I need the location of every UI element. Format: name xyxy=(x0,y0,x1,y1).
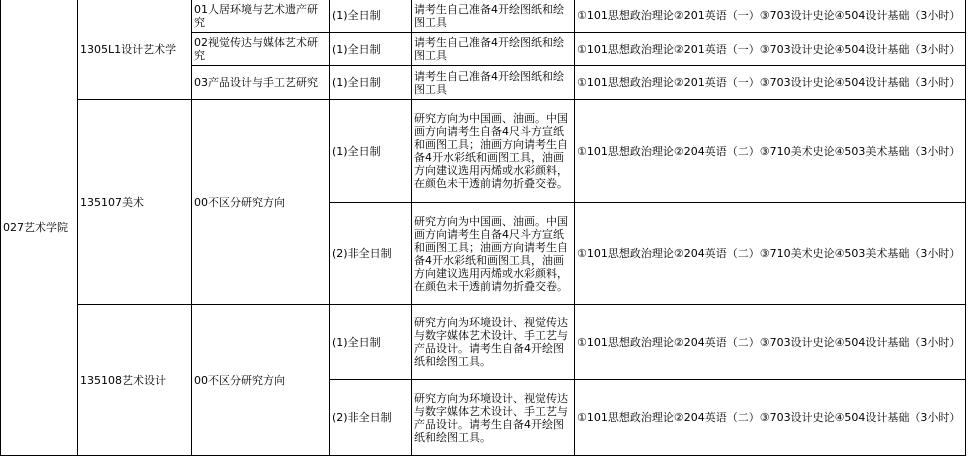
study-mode-cell: (1)全日制 xyxy=(330,33,412,66)
note-cell: 研究方向为环境设计、视觉传达与数字媒体艺术设计、手工艺与产品设计。请考生自备4开绘图纸和绘图工具。 xyxy=(412,380,575,456)
note-cell: 请考生自己准备4开绘图纸和绘图工具 xyxy=(412,0,575,33)
study-mode-cell: (2)非全日制 xyxy=(330,203,412,305)
table-row xyxy=(1,100,966,203)
direction-cell: 01人居环境与艺术遗产研究 xyxy=(192,0,330,33)
note-cell: 研究方向为环境设计、视觉传达与数字媒体艺术设计、手工艺与产品设计。请考生自备4开绘图纸和绘图工具。 xyxy=(412,305,575,380)
college-cell: 027艺术学院 xyxy=(1,0,78,456)
major-cell: 1305L1设计艺术学 xyxy=(78,0,192,100)
study-mode-cell: (1)全日制 xyxy=(330,305,412,380)
direction-cell: 03产品设计与手工艺研究 xyxy=(192,66,330,100)
exam-subjects-cell: ①101思想政治理论②204英语（二）③703设计史论④504设计基础（3小时） xyxy=(575,305,966,380)
exam-subjects-cell: ①101思想政治理论②204英语（二）③710美术史论④503美术基础（3小时） xyxy=(575,100,966,203)
direction-cell: 00不区分研究方向 xyxy=(192,305,330,456)
major-cell: 135108艺术设计 xyxy=(78,305,192,456)
major-cell: 135107美术 xyxy=(78,100,192,305)
table-row xyxy=(1,0,966,33)
direction-cell: 00不区分研究方向 xyxy=(192,100,330,305)
note-cell: 请考生自己准备4开绘图纸和绘图工具 xyxy=(412,66,575,100)
exam-subjects-cell: ①101思想政治理论②201英语（一）③703设计史论④504设计基础（3小时） xyxy=(575,33,966,66)
exam-subjects-cell: ①101思想政治理论②204英语（二）③710美术史论④503美术基础（3小时） xyxy=(575,203,966,305)
note-cell: 研究方向为中国画、油画。中国画方向请考生自备4尺斗方宣纸和画图工具；油画方向请考生自备4开水彩纸和画图工具，油画方向建议选用丙烯或水彩颜料，在颜色未干透前请勿折叠交卷。 xyxy=(412,100,575,203)
exam-subjects-cell: ①101思想政治理论②201英语（一）③703设计史论④504设计基础（3小时） xyxy=(575,66,966,100)
exam-subjects-cell: ①101思想政治理论②201英语（一）③703设计史论④504设计基础（3小时） xyxy=(575,0,966,33)
exam-subjects-cell: ①101思想政治理论②204英语（二）③703设计史论④504设计基础（3小时） xyxy=(575,380,966,456)
study-mode-cell: (1)全日制 xyxy=(330,0,412,33)
table-row xyxy=(1,305,966,380)
note-cell: 请考生自己准备4开绘图纸和绘图工具 xyxy=(412,33,575,66)
direction-cell: 02视觉传达与媒体艺术研究 xyxy=(192,33,330,66)
study-mode-cell: (1)全日制 xyxy=(330,100,412,203)
note-cell: 研究方向为中国画、油画。中国画方向请考生自备4尺斗方宣纸和画图工具；油画方向请考生自备4开水彩纸和画图工具，油画方向建议选用丙烯或水彩颜料，在颜色未干透前请勿折叠交卷。 xyxy=(412,203,575,305)
study-mode-cell: (1)全日制 xyxy=(330,66,412,100)
study-mode-cell: (2)非全日制 xyxy=(330,380,412,456)
page-margin xyxy=(967,0,973,462)
